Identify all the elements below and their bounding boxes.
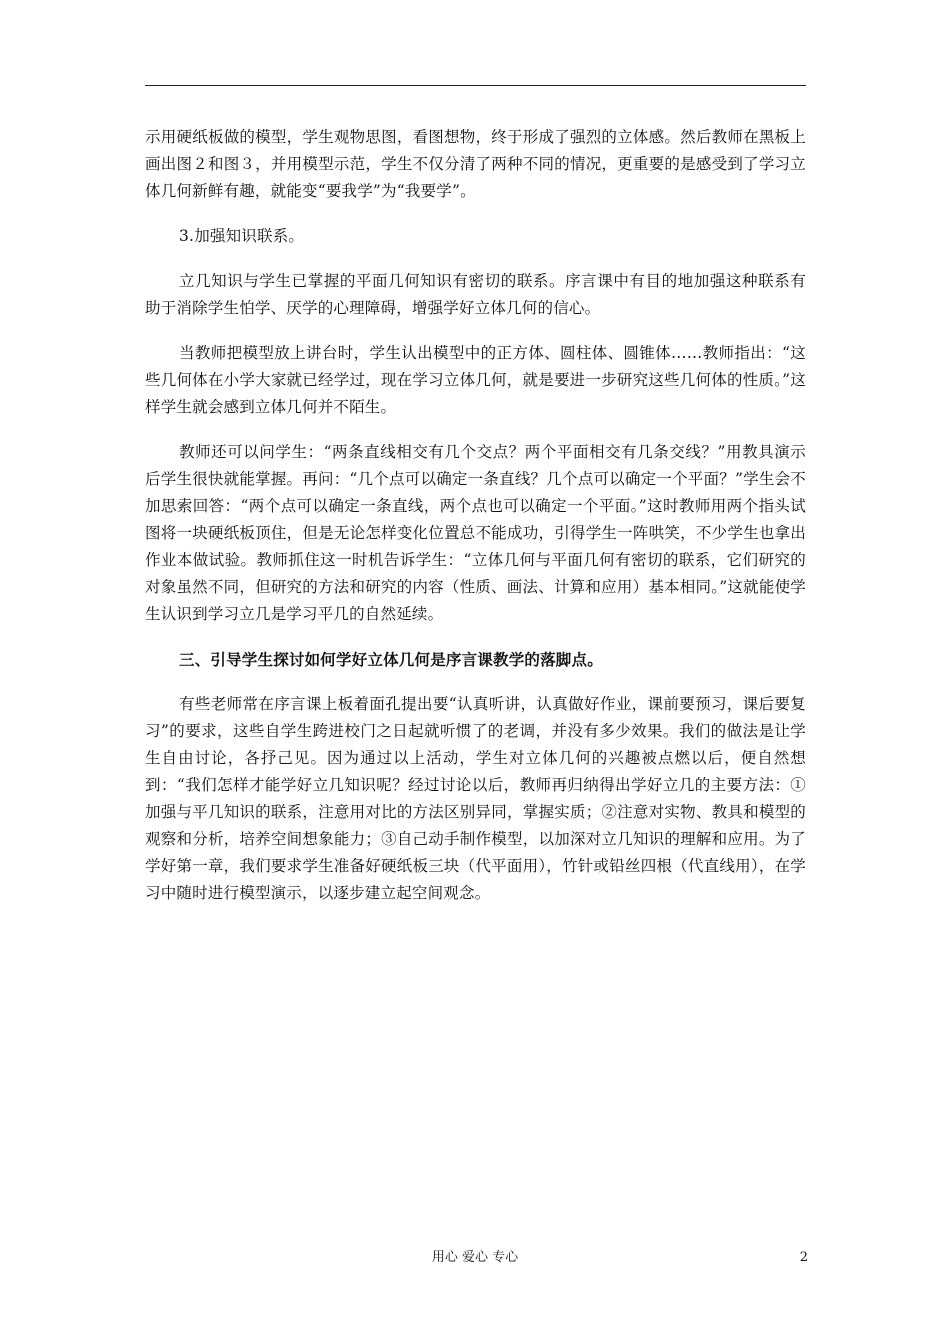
paragraph-connection-intro: 立几知识与学生已掌握的平面几何知识有密切的联系。序言课中有目的地加强这种联系有助于消除学生怕学、厌学的心理障碍，增强学好立体几何的信心。 [145, 272, 806, 317]
paragraph-continuation: 示用硬纸板做的模型，学生观物思图，看图想物，终于形成了强烈的立体感。然后教师在黑板上画出图２和图３，并用模型示范，学生不仅分清了两种不同的情况，更重要的是感受到了学习立体几何新鲜有趣，就能变“要我学”为“我要学”。 [145, 128, 806, 200]
subheading-knowledge-connection: 3.加强知识联系。 [179, 227, 305, 245]
section-heading: 三、引导学生探讨如何学好立体几何是序言课教学的落脚点。 [179, 650, 603, 669]
footer-slogan: 用心 爱心 专心 [431, 1250, 519, 1265]
paragraph-methods: 有些老师常在序言课上板着面孔提出要“认真听讲，认真做好作业，课前要预习，课后要复习”的要求，这些自学生跨进校门之日起就听惯了的老调，并没有多少效果。我们的做法是让学生自由讨论，各抒己见。因为通过以上活动，学生对立体几何的兴趣被点燃以后，便自然想到：“我们怎样才能学好立几知识呢？经过讨论以后，教师再归纳得出学好立几的主要方法：①加强与平几知识的联系，注意用对比的方法区别异同，掌握实质；②注意对实物、教具和模型的观察和分析，培养空间想象能力；③自己动手制作模型，以加深对立几知识的理解和应用。为了学好第一章，我们要求学生准备好硬纸板三块（代平面用），竹针或铅丝四根（代直线用），在学习中随时进行模型演示，以逐步建立起空间观念。 [145, 695, 806, 902]
paragraph-models: 当教师把模型放上讲台时，学生认出模型中的正方体、圆柱体、圆锥体……教师指出：“这些几何体在小学大家就已经学过，现在学习立体几何，就是要进一步研究这些几何体的性质。”这样学生就会感到立体几何并不陌生。 [145, 344, 806, 416]
document-body [145, 124, 806, 907]
page-number: 2 [799, 1250, 808, 1265]
paragraph-questions: 教师还可以问学生：“两条直线相交有几个交点？两个平面相交有几条交线？”用教具演示后学生很快就能掌握。再问：“几个点可以确定一条直线？几个点可以确定一个平面？”学生会不加思索回答：“两个点可以确定一条直线，两个点也可以确定一个平面。”这时教师用两个指头试图将一块硬纸板顶住，但是无论怎样变化位置总不能成功，引得学生一阵哄笑，不少学生也拿出作业本做试验。教师抓住这一时机告诉学生：“立体几何与平面几何有密切的联系，它们研究的对象虽然不同，但研究的方法和研究的内容（性质、画法、计算和应用）基本相同。”这就能使学生认识到学习立几是学习平几的自然延续。 [145, 443, 806, 623]
header-rule [145, 85, 806, 86]
